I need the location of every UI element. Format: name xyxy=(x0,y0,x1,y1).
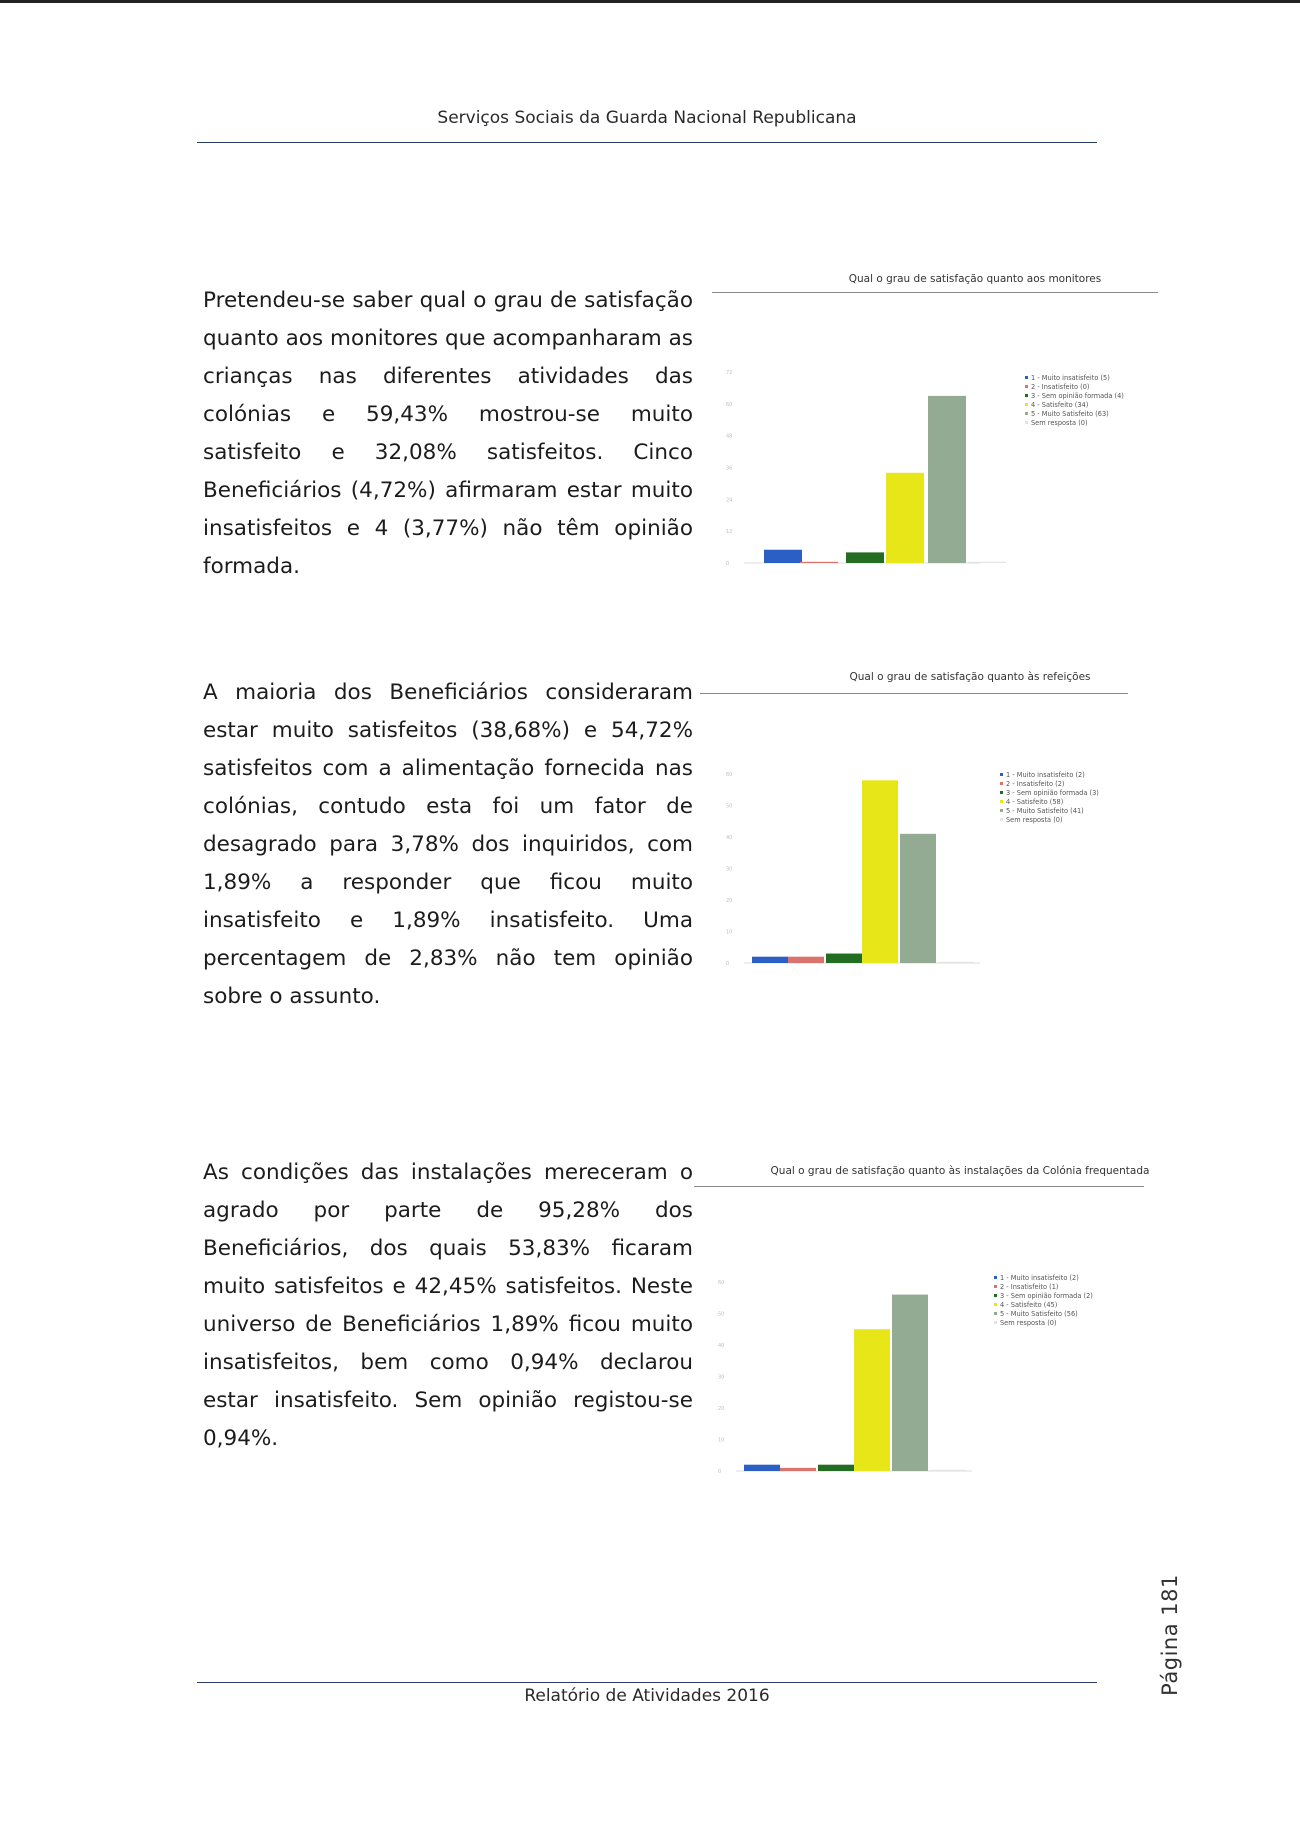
legend-label: 5 - Muito Satisfeito (63) xyxy=(1031,410,1109,418)
bar xyxy=(928,396,966,563)
legend-label: Sem resposta (0) xyxy=(1006,816,1063,824)
legend-label: 3 - Sem opinião formada (4) xyxy=(1031,392,1124,400)
y-tick-label: 0 xyxy=(718,1469,722,1475)
legend-swatch xyxy=(994,1294,997,1297)
bar xyxy=(780,1468,816,1471)
legend-label: 2 - Insatisfeito (1) xyxy=(1000,1283,1059,1291)
chart-title-instalacoes: Qual o grau de satisfação quanto às instalações da Colónia frequentada xyxy=(770,1165,1150,1177)
y-tick-label: 12 xyxy=(726,529,733,536)
y-tick-label: 30 xyxy=(718,1374,725,1381)
legend-swatch xyxy=(1025,394,1028,397)
chart-title-monitores: Qual o grau de satisfação quanto aos monitores xyxy=(848,273,1102,285)
legend-swatch xyxy=(1000,773,1003,776)
y-tick-label: 40 xyxy=(718,1343,725,1349)
legend-label: 4 - Satisfeito (45) xyxy=(1000,1301,1058,1309)
legend-swatch xyxy=(994,1312,997,1315)
legend-label: 3 - Sem opinião formada (2) xyxy=(1000,1292,1093,1300)
y-tick-label: 72 xyxy=(726,370,733,376)
bar xyxy=(764,550,802,563)
y-tick-label: 36 xyxy=(726,465,733,472)
y-tick-label: 30 xyxy=(726,866,733,873)
legend-swatch xyxy=(994,1321,997,1324)
chart-title-rule xyxy=(712,292,1158,293)
page-footer: Relatório de Atividades 2016 xyxy=(524,1686,770,1706)
legend-label: 5 - Muito Satisfeito (56) xyxy=(1000,1310,1078,1318)
legend-swatch xyxy=(1000,800,1003,803)
page-header: Serviços Sociais da Guarda Nacional Republicana xyxy=(437,108,857,128)
y-tick-label: 48 xyxy=(726,433,733,440)
legend-label: 4 - Satisfeito (58) xyxy=(1006,798,1064,806)
legend-label: 1 - Muito insatisfeito (2) xyxy=(1006,771,1085,779)
header-divider xyxy=(197,142,1097,143)
legend-swatch xyxy=(1000,809,1003,812)
bar xyxy=(846,552,884,563)
chart-instalacoes xyxy=(712,1268,1192,1478)
y-tick-label: 10 xyxy=(718,1437,725,1444)
y-tick-label: 50 xyxy=(726,803,733,810)
y-tick-label: 60 xyxy=(726,401,733,408)
legend-swatch xyxy=(994,1285,997,1288)
legend-label: 1 - Muito insatisfeito (2) xyxy=(1000,1274,1079,1282)
bar xyxy=(930,1470,966,1471)
bar xyxy=(854,1329,890,1471)
legend-swatch xyxy=(1025,385,1028,388)
page-number: Página 181 xyxy=(1158,1574,1182,1696)
bar xyxy=(752,957,788,963)
y-tick-label: 60 xyxy=(718,1280,725,1286)
legend-swatch xyxy=(1000,782,1003,785)
legend-label: 4 - Satisfeito (34) xyxy=(1031,401,1089,409)
bar xyxy=(938,962,974,963)
legend-label: Sem resposta (0) xyxy=(1000,1319,1057,1327)
legend-swatch xyxy=(1025,376,1028,379)
legend-swatch xyxy=(1025,421,1028,424)
y-tick-label: 20 xyxy=(718,1406,725,1412)
y-tick-label: 0 xyxy=(726,561,730,567)
legend-label: 5 - Muito Satisfeito (41) xyxy=(1006,807,1084,815)
legend-label: 2 - Insatisfeito (0) xyxy=(1031,383,1090,391)
chart-title-rule xyxy=(700,693,1128,694)
legend-swatch xyxy=(1000,791,1003,794)
legend-swatch xyxy=(1000,818,1003,821)
footer-divider xyxy=(197,1682,1097,1683)
y-tick-label: 60 xyxy=(726,772,733,778)
legend-swatch xyxy=(994,1303,997,1306)
y-tick-label: 50 xyxy=(718,1311,725,1318)
bar xyxy=(744,1465,780,1471)
bar xyxy=(900,834,936,963)
bar xyxy=(788,957,824,963)
y-tick-label: 10 xyxy=(726,929,733,936)
chart-title-refeicoes: Qual o grau de satisfação quanto às refeições xyxy=(849,671,1091,683)
legend-label: 3 - Sem opinião formada (3) xyxy=(1006,789,1099,797)
paragraph-instalacoes: As condições das instalações mereceram o agrado por parte de 95,28% dos Beneficiários, dos quais 53,83% ficaram muito satisfeitos e 42,45% satisfeitos. Neste universo de Beneficiários 1,89% ficou muito insatisfeitos, bem como 0,94% declarou estar insatisfeito. Sem opinião registou-se 0,94%. xyxy=(203,1160,693,1451)
bar xyxy=(818,1465,854,1471)
bar xyxy=(862,780,898,963)
paragraph-refeicoes: A maioria dos Beneficiários consideraram estar muito satisfeitos (38,68%) e 54,72% satisfeitos com a alimentação fornecida nas colónias, contudo esta foi um fator de desagrado para 3,78% dos inquiridos, com 1,89% a responder que ficou muito insatisfeito e 1,89% insatisfeito. Uma percentagem de 2,83% não tem opinião sobre o assunto. xyxy=(203,680,693,1009)
legend-label: 2 - Insatisfeito (2) xyxy=(1006,780,1065,788)
chart-refeicoes xyxy=(720,760,1190,970)
bar xyxy=(800,562,838,563)
legend-label: 1 - Muito insatisfeito (5) xyxy=(1031,374,1110,382)
paragraph-monitores: Pretendeu-se saber qual o grau de satisfação quanto aos monitores que acompanharam as crianças nas diferentes atividades das colónias e 59,43% mostrou-se muito satisfeito e 32,08% satisfeitos. Cinco Beneficiários (4,72%) afirmaram estar muito insatisfeitos e 4 (3,77%) não têm opinião formada. xyxy=(203,288,693,579)
legend-label: Sem resposta (0) xyxy=(1031,419,1088,427)
legend-swatch xyxy=(1025,403,1028,406)
y-tick-label: 0 xyxy=(726,961,730,967)
legend-swatch xyxy=(994,1276,997,1279)
bar xyxy=(968,562,1006,563)
legend-swatch xyxy=(1025,412,1028,415)
chart-title-rule xyxy=(694,1186,1144,1187)
bar xyxy=(892,1295,928,1471)
y-tick-label: 40 xyxy=(726,835,733,841)
bar xyxy=(826,954,862,963)
bar xyxy=(886,473,924,563)
top-border xyxy=(0,0,1300,3)
chart-monitores xyxy=(720,360,1190,565)
y-tick-label: 20 xyxy=(726,898,733,904)
y-tick-label: 24 xyxy=(726,497,733,504)
